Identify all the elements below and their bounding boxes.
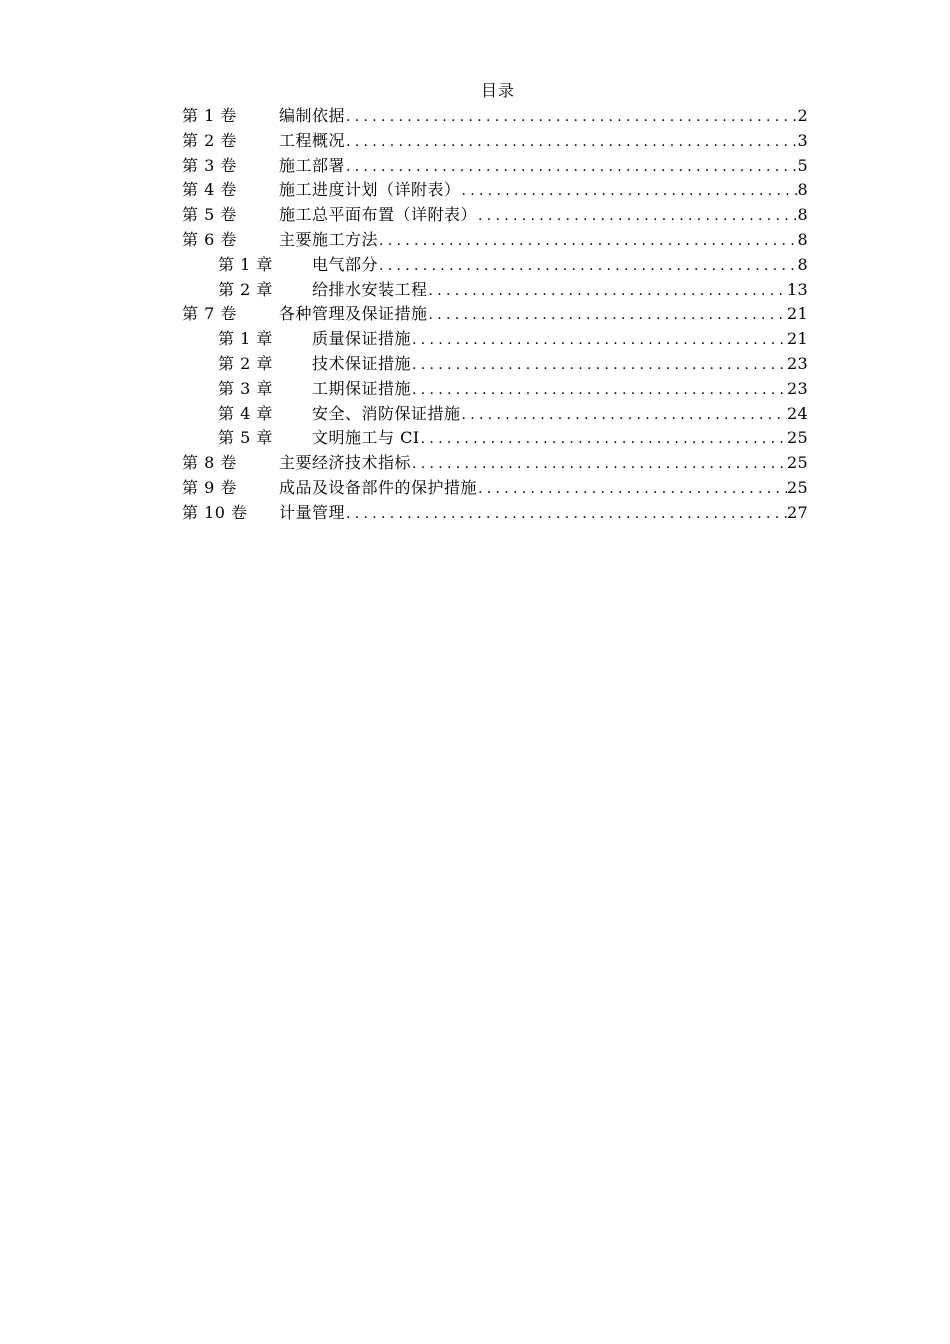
toc-entry-title: 文明施工与 CI <box>312 428 420 448</box>
toc-entry-number: 第 2 卷 <box>182 130 237 150</box>
toc-entry-title: 主要经济技术指标 <box>279 453 412 473</box>
toc-entry-page: 8 <box>797 180 808 200</box>
toc-entry-volume[interactable] <box>182 451 808 476</box>
toc-entry-page: 13 <box>787 279 808 299</box>
toc-entry-title: 施工部署 <box>279 155 346 175</box>
toc-entry-page: 2 <box>797 106 808 125</box>
toc-entry-page: 21 <box>787 304 808 324</box>
toc-entry-page: 25 <box>787 477 808 497</box>
toc-entry-page: 23 <box>787 353 808 373</box>
toc-entry-title: 工程概况 <box>279 130 346 150</box>
toc-entry-number: 第 2 章 <box>218 353 273 373</box>
toc-entry-chapter[interactable] <box>182 377 808 402</box>
toc-entry-number: 第 3 卷 <box>182 155 237 175</box>
toc-dot-leader <box>461 179 798 204</box>
toc-entry-title: 主要施工方法 <box>279 229 379 249</box>
toc-entry-volume[interactable] <box>182 129 808 154</box>
toc-entry-title: 技术保证措施 <box>312 353 412 373</box>
toc-entry-title: 成品及设备部件的保护措施 <box>279 477 478 497</box>
toc-entry-number: 第 3 章 <box>218 378 273 398</box>
toc-dot-leader <box>411 378 787 403</box>
toc-dot-leader <box>477 204 798 229</box>
toc-dot-leader <box>477 477 787 502</box>
toc-entry-chapter[interactable] <box>182 352 808 377</box>
toc-dot-leader <box>345 502 787 527</box>
toc-entry-page: 8 <box>797 205 808 225</box>
toc-entry-page: 8 <box>797 229 808 249</box>
toc-entry-number: 第 5 章 <box>218 428 273 448</box>
toc-dot-leader <box>428 303 788 328</box>
toc-entry-number: 第 2 章 <box>218 279 273 299</box>
toc-entry-chapter[interactable] <box>182 402 808 427</box>
toc-entry-page: 3 <box>797 130 808 150</box>
toc-entry-volume[interactable] <box>182 302 808 327</box>
toc-dot-leader <box>378 254 798 279</box>
toc-entry-page: 8 <box>797 254 808 274</box>
toc-entry-chapter[interactable] <box>182 327 808 352</box>
toc-dot-leader <box>345 130 798 155</box>
toc-entry-volume[interactable] <box>182 228 808 253</box>
toc-entry-title: 电气部分 <box>312 254 379 274</box>
toc-entry-volume[interactable] <box>182 104 808 129</box>
toc-entry-number: 第 4 章 <box>218 403 273 423</box>
toc-entry-chapter[interactable] <box>182 426 808 451</box>
toc-entry-page: 25 <box>787 453 808 473</box>
toc-dot-leader <box>345 155 798 180</box>
toc-entry-page: 5 <box>797 155 808 175</box>
toc-entry-page: 24 <box>787 403 808 423</box>
toc-entry-page: 25 <box>787 428 808 448</box>
toc-entry-volume[interactable] <box>182 476 808 501</box>
toc-entry-chapter[interactable] <box>182 278 808 303</box>
table-of-contents <box>182 104 808 526</box>
toc-entry-title: 计量管理 <box>279 502 346 522</box>
toc-entry-number: 第 1 卷 <box>182 106 237 125</box>
toc-entry-title: 安全、消防保证措施 <box>312 403 461 423</box>
toc-entry-number: 第 4 卷 <box>182 180 237 200</box>
toc-entry-number: 第 8 卷 <box>182 453 237 473</box>
toc-entry-number: 第 5 卷 <box>182 205 237 225</box>
toc-entry-page: 23 <box>787 378 808 398</box>
toc-entry-number: 第 7 卷 <box>182 304 237 324</box>
toc-entry-title: 施工进度计划（详附表） <box>279 180 461 200</box>
toc-entry-number: 第 1 章 <box>218 329 273 349</box>
toc-entry-volume[interactable] <box>182 203 808 228</box>
toc-entry-page: 21 <box>787 329 808 349</box>
toc-dot-leader <box>411 353 787 378</box>
toc-entry-volume[interactable] <box>182 178 808 203</box>
toc-dot-leader <box>411 452 787 477</box>
toc-dot-leader <box>345 105 798 130</box>
toc-dot-leader <box>378 229 798 254</box>
toc-entry-title: 质量保证措施 <box>312 329 412 349</box>
toc-dot-leader <box>411 328 787 353</box>
toc-entry-number: 第 10 卷 <box>182 502 248 522</box>
toc-entry-volume[interactable] <box>182 501 808 526</box>
toc-dot-leader <box>428 279 788 304</box>
toc-entry-chapter[interactable] <box>182 253 808 278</box>
toc-entry-number: 第 9 卷 <box>182 477 237 497</box>
toc-entry-title: 编制依据 <box>279 106 346 125</box>
toc-entry-title: 各种管理及保证措施 <box>279 304 428 324</box>
toc-entry-title: 施工总平面布置（详附表） <box>279 205 478 225</box>
toc-title: 目录 <box>480 81 515 100</box>
toc-entry-number: 第 6 卷 <box>182 229 237 249</box>
toc-dot-leader <box>420 427 787 452</box>
toc-dot-leader <box>461 403 788 428</box>
toc-entry-page: 27 <box>787 502 808 522</box>
toc-entry-title: 给排水安装工程 <box>312 279 428 299</box>
toc-entry-title: 工期保证措施 <box>312 378 412 398</box>
toc-entry-volume[interactable] <box>182 154 808 179</box>
toc-entry-number: 第 1 章 <box>218 254 273 274</box>
